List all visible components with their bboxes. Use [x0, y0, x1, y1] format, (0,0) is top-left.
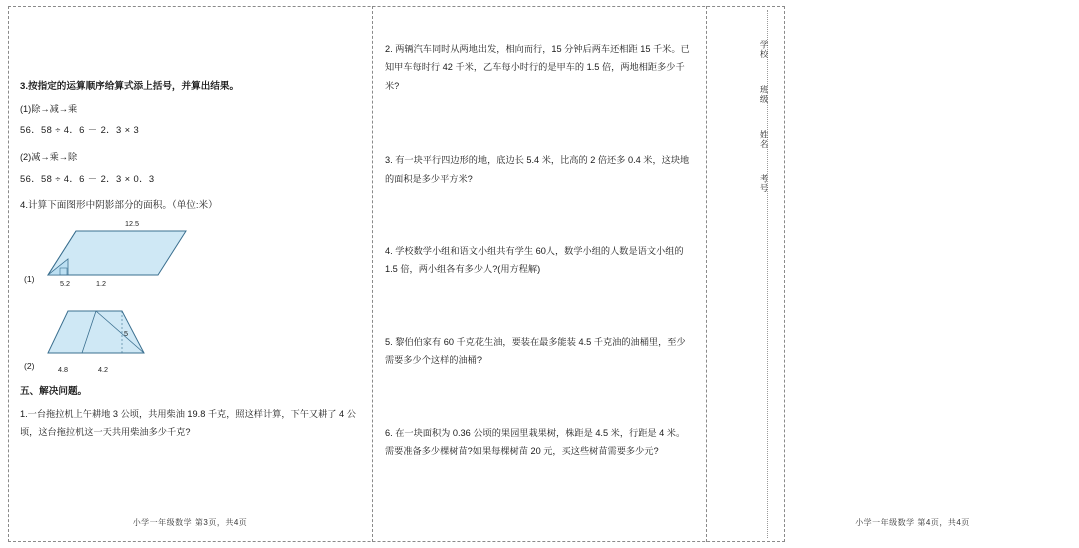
figure-2-bottom-right-label: 4.2: [98, 364, 108, 374]
binding-label-name: 姓名: [759, 129, 770, 149]
left-page-footer: 小学一年级数学 第3页，共4页: [132, 518, 248, 527]
figure-2-height-label: 5: [124, 328, 128, 338]
figure-2-trapezoid: [46, 305, 216, 363]
binding-line: [706, 6, 707, 542]
right-page-content: [385, 40, 690, 514]
section-3-item-2-label: (2)减→乘→除: [20, 152, 78, 163]
figure-1-parallelogram: [46, 225, 216, 287]
left-page-content: [20, 78, 360, 451]
section-3-item-2-expression: 56．58 ÷ 4．6 － 2．3 × 0．3: [20, 172, 155, 184]
binding-label-class: 班级: [759, 84, 770, 104]
binding-label-school: 学校: [759, 40, 770, 59]
section-5-question-1: 1.一台拖拉机上午耕地 3 公顷，共用柴油 19.8 千克，照这样计算，下午又耕了 4 公顷，这台拖拉机这一天共用柴油多少千克?: [20, 408, 356, 438]
figure-1-left-label: 5.2: [60, 278, 70, 288]
question-5: 5. 黎伯伯家有 60 千克花生油，要装在最多能装 4.5 千克油的油桶里，至少需要多少个这样的油桶?: [385, 336, 686, 366]
section-3-item-1-label: (1)除→减→乘: [20, 104, 78, 114]
right-page-footer: 小学一年级数学 第4页，共4页: [855, 518, 970, 527]
figure-1-right-label: 1.2: [96, 278, 106, 288]
question-2: 2. 两辆汽车同时从两地出发，相向而行，15 分钟后两车还相距 15 千米。已知甲车每时行 42 千米，乙车每小时行的是甲车的 1.5 倍，两地相距多少千米?: [385, 44, 690, 91]
question-6: 6. 在一块面积为 0.36 公顷的果园里栽果树，株距是 4.5 米，行距是 4 米。需要准备多少棵树苗?如果每棵树苗 20 元，买这些树苗需要多少元?: [385, 427, 686, 457]
figure-1-index: (1): [24, 273, 35, 284]
binding-labels: [757, 40, 779, 219]
left-page: [8, 6, 372, 542]
section-3-heading: 3.按指定的运算顺序给算式添上括号，并算出结果。: [20, 81, 240, 92]
binding-label-examno: 考号: [759, 174, 770, 194]
section-5-heading: 五、解决问题。: [20, 385, 88, 397]
figure-1-top-label: 12.5: [125, 218, 139, 228]
figure-2-index: (2): [24, 360, 35, 371]
question-3: 3. 有一块平行四边形的地，底边长 5.4 米，比高的 2 倍还多 0.4 米，这块地的面积是多少平方米?: [385, 155, 690, 184]
section-4-figures: [20, 218, 360, 374]
figure-2-bottom-left-label: 4.8: [58, 364, 68, 374]
section-3-item-1-expression: 56．58 ÷ 4．6 － 2．3 × 3: [20, 124, 140, 136]
section-4-heading: 4.计算下面图形中阴影部分的面积。（单位:米）: [20, 199, 218, 211]
question-4: 4. 学校数学小组和语文小组共有学生 60人，数学小组的人数是语文小组的 1.5 倍，两小组各有多少人?(用方程解): [385, 246, 684, 275]
